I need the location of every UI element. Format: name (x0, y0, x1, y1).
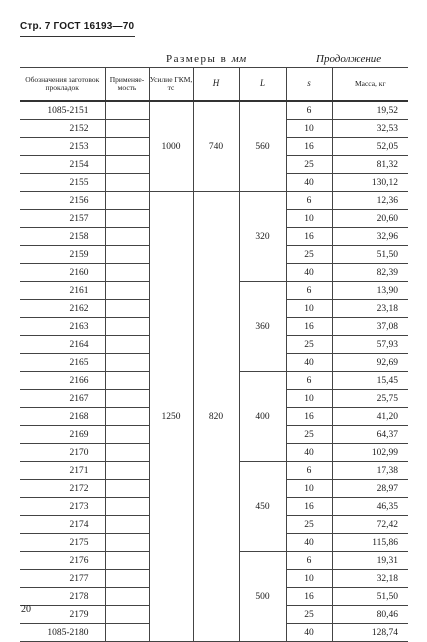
mass-cell: 37,08 (332, 318, 408, 336)
page-number: 20 (21, 604, 31, 615)
designation-cell: 2176 (20, 552, 105, 570)
s-cell: 16 (286, 498, 332, 516)
s-cell: 16 (286, 408, 332, 426)
mass-cell: 12,36 (332, 192, 408, 210)
designation-cell: 2156 (20, 192, 105, 210)
applicability-cell (105, 156, 149, 174)
applicability-cell (105, 444, 149, 462)
l-cell: 450 (239, 462, 286, 552)
applicability-cell (105, 282, 149, 300)
units-prefix: Размеры в (166, 53, 228, 65)
l-cell: 560 (239, 101, 286, 192)
designation-cell: 2158 (20, 228, 105, 246)
table-row (20, 101, 408, 120)
mass-cell: 28,97 (332, 480, 408, 498)
col-header-s: s (286, 68, 332, 102)
mass-cell: 64,37 (332, 426, 408, 444)
mass-cell: 32,96 (332, 228, 408, 246)
s-cell: 16 (286, 588, 332, 606)
mass-cell: 130,12 (332, 174, 408, 192)
h-cell: 820 (193, 192, 239, 642)
designation-cell: 2175 (20, 534, 105, 552)
force-cell: 1250 (149, 192, 193, 642)
s-cell: 40 (286, 264, 332, 282)
applicability-cell (105, 534, 149, 552)
designation-cell: 2162 (20, 300, 105, 318)
applicability-cell (105, 588, 149, 606)
mass-cell: 20,60 (332, 210, 408, 228)
mass-cell: 23,18 (332, 300, 408, 318)
designation-cell: 2177 (20, 570, 105, 588)
continuation-label: Продолжение (316, 53, 382, 65)
mass-cell: 19,52 (332, 101, 408, 120)
mass-cell: 19,31 (332, 552, 408, 570)
applicability-cell (105, 498, 149, 516)
applicability-cell (105, 624, 149, 642)
mass-cell: 80,46 (332, 606, 408, 624)
mass-cell: 128,74 (332, 624, 408, 642)
l-cell: 500 (239, 552, 286, 642)
applicability-cell (105, 552, 149, 570)
designation-cell: 2157 (20, 210, 105, 228)
designation-cell: 2165 (20, 354, 105, 372)
applicability-cell (105, 354, 149, 372)
s-cell: 6 (286, 282, 332, 300)
applicability-cell (105, 101, 149, 120)
s-cell: 10 (286, 210, 332, 228)
mass-cell: 32,53 (332, 120, 408, 138)
col-header-applicability: Применяе-мость (105, 68, 149, 102)
s-cell: 25 (286, 336, 332, 354)
applicability-cell (105, 516, 149, 534)
designation-cell: 2155 (20, 174, 105, 192)
units-unit: мм (231, 53, 247, 65)
s-cell: 16 (286, 228, 332, 246)
mass-cell: 51,50 (332, 246, 408, 264)
designation-cell: 2154 (20, 156, 105, 174)
mass-cell: 17,38 (332, 462, 408, 480)
designation-cell: 2164 (20, 336, 105, 354)
designation-cell: 1085-2151 (20, 101, 105, 120)
applicability-cell (105, 606, 149, 624)
s-cell: 25 (286, 516, 332, 534)
applicability-cell (105, 426, 149, 444)
designation-cell: 2152 (20, 120, 105, 138)
mass-cell: 46,35 (332, 498, 408, 516)
s-cell: 10 (286, 480, 332, 498)
s-cell: 40 (286, 534, 332, 552)
mass-cell: 13,90 (332, 282, 408, 300)
s-cell: 10 (286, 390, 332, 408)
col-header-force: Усилие ГКМ, тс (149, 68, 193, 102)
designation-cell: 2170 (20, 444, 105, 462)
designation-cell: 2178 (20, 588, 105, 606)
s-cell: 40 (286, 444, 332, 462)
l-cell: 360 (239, 282, 286, 372)
table-header-row (20, 68, 408, 102)
mass-cell: 25,75 (332, 390, 408, 408)
mass-cell: 41,20 (332, 408, 408, 426)
designation-cell: 2174 (20, 516, 105, 534)
applicability-cell (105, 300, 149, 318)
l-cell: 320 (239, 192, 286, 282)
mass-cell: 115,86 (332, 534, 408, 552)
s-cell: 16 (286, 318, 332, 336)
designation-cell: 2161 (20, 282, 105, 300)
s-cell: 10 (286, 300, 332, 318)
mass-cell: 51,50 (332, 588, 408, 606)
applicability-cell (105, 192, 149, 210)
applicability-cell (105, 264, 149, 282)
applicability-cell (105, 480, 149, 498)
designation-cell: 2179 (20, 606, 105, 624)
applicability-cell (105, 210, 149, 228)
designation-cell: 2166 (20, 372, 105, 390)
mass-cell: 57,93 (332, 336, 408, 354)
s-cell: 6 (286, 192, 332, 210)
designation-cell: 2163 (20, 318, 105, 336)
designation-cell: 2159 (20, 246, 105, 264)
s-cell: 25 (286, 246, 332, 264)
applicability-cell (105, 336, 149, 354)
col-header-h: H (193, 68, 239, 102)
mass-cell: 15,45 (332, 372, 408, 390)
applicability-cell (105, 174, 149, 192)
force-cell: 1000 (149, 101, 193, 192)
page-header: Стр. 7 ГОСТ 16193—70 (20, 21, 135, 32)
col-header-l: L (239, 68, 286, 102)
mass-cell: 92,69 (332, 354, 408, 372)
applicability-cell (105, 462, 149, 480)
designation-cell: 1085-2180 (20, 624, 105, 642)
s-cell: 25 (286, 606, 332, 624)
s-cell: 6 (286, 552, 332, 570)
designation-cell: 2171 (20, 462, 105, 480)
applicability-cell (105, 390, 149, 408)
designation-cell: 2168 (20, 408, 105, 426)
mass-cell: 32,18 (332, 570, 408, 588)
header-rule (20, 36, 135, 37)
s-cell: 6 (286, 372, 332, 390)
applicability-cell (105, 408, 149, 426)
s-cell: 16 (286, 138, 332, 156)
mass-cell: 102,99 (332, 444, 408, 462)
designation-cell: 2167 (20, 390, 105, 408)
designation-cell: 2173 (20, 498, 105, 516)
s-cell: 25 (286, 426, 332, 444)
designation-cell: 2153 (20, 138, 105, 156)
table-body (20, 101, 408, 642)
table-row (20, 192, 408, 210)
units-note (166, 53, 247, 65)
applicability-cell (105, 138, 149, 156)
designation-cell: 2160 (20, 264, 105, 282)
col-header-mass: Масса, кг (332, 68, 408, 102)
l-cell: 400 (239, 372, 286, 462)
s-cell: 10 (286, 570, 332, 588)
s-cell: 40 (286, 174, 332, 192)
s-cell: 25 (286, 156, 332, 174)
designation-cell: 2172 (20, 480, 105, 498)
applicability-cell (105, 228, 149, 246)
h-cell: 740 (193, 101, 239, 192)
mass-cell: 81,32 (332, 156, 408, 174)
mass-cell: 72,42 (332, 516, 408, 534)
mass-cell: 52,05 (332, 138, 408, 156)
s-cell: 6 (286, 101, 332, 120)
s-cell: 40 (286, 624, 332, 642)
applicability-cell (105, 372, 149, 390)
applicability-cell (105, 120, 149, 138)
dimensions-table (20, 67, 408, 642)
s-cell: 40 (286, 354, 332, 372)
designation-cell: 2169 (20, 426, 105, 444)
applicability-cell (105, 318, 149, 336)
applicability-cell (105, 246, 149, 264)
s-cell: 6 (286, 462, 332, 480)
s-cell: 10 (286, 120, 332, 138)
col-header-designation: Обозначения заготовок прокладок (20, 68, 105, 102)
mass-cell: 82,39 (332, 264, 408, 282)
applicability-cell (105, 570, 149, 588)
